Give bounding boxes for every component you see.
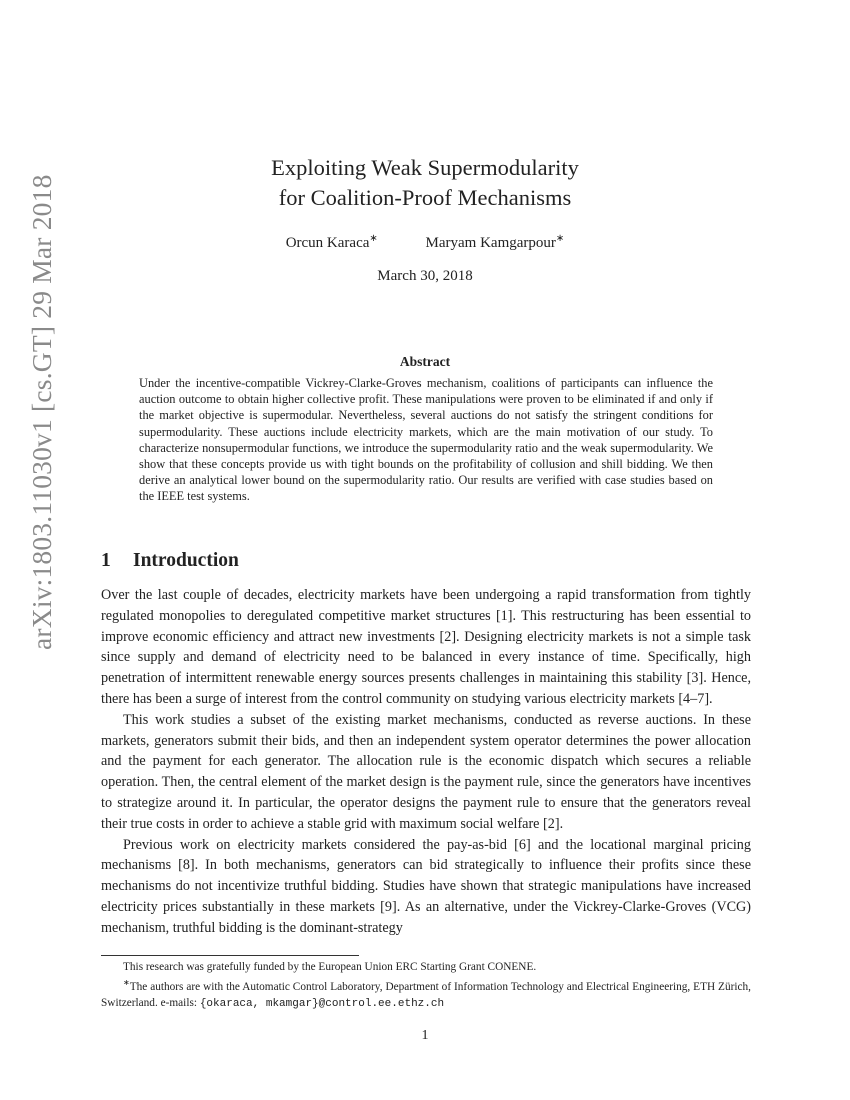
body-paragraph: Over the last couple of decades, electricity markets have been undergoing a rapid transformation from tightly regulated monopolies to deregulated competitive market structures [1]. This restructuring has been essential to improve economic efficiency and attract new investments [2]. Designing electricity markets is not a simple task since supply and demand of electricity need to be balanced in every instance of time. Specifically, high penetration of intermittent renewable energy sources presents challenges in maintaining this stability [3]. Hence, there has been a surge of interest from the control community on studying various electricity markets [4–7]. <box>101 587 751 707</box>
body-paragraph: Previous work on electricity markets considered the pay-as-bid [6] and the locational marginal pricing mechanisms [8]. In both mechanisms, generators can bid strategically to influence their profits since these mechanisms do not incentivize truthful bidding. Studies have shown that strategic manipulations have increased electricity prices substantially in these markets [9]. As an alternative, under the Vickrey-Clarke-Groves (VCG) mechanism, truthful bidding is the dominant-strategy <box>101 836 751 936</box>
author-mark: ∗ <box>555 233 565 244</box>
section-number: 1 <box>101 550 111 571</box>
abstract-heading: Abstract <box>399 354 451 369</box>
affiliation-footnote <box>101 975 751 1012</box>
section-title: Introduction <box>133 550 239 571</box>
author-mark: ∗ <box>369 233 378 244</box>
title-line-2: for Coalition-Proof Mechanisms <box>278 185 572 210</box>
paper-title <box>0 153 850 213</box>
paper-date: March 30, 2018 <box>377 268 473 284</box>
affiliation-text: The authors are with the Automatic Control Laboratory, Department of Information Technology and Electrical Engineering, ETH Zürich, Switzerland. e-mails: <box>101 980 751 1009</box>
author <box>286 233 378 252</box>
footnotes <box>101 959 751 1012</box>
funding-footnote: This research was gratefully funded by the European Union ERC Starting Grant CONENE. <box>123 961 537 973</box>
section-heading <box>101 550 239 572</box>
author-name: Maryam Kamgarpour <box>425 235 556 251</box>
affiliation-mark: ∗ <box>123 978 130 987</box>
author-list <box>0 233 850 252</box>
title-line-1: Exploiting Weak Supermodularity <box>271 155 579 180</box>
email-addresses: {okaraca, mkamgar}@control.ee.ethz.ch <box>199 997 445 1010</box>
page-number: 1 <box>421 1028 429 1043</box>
author <box>426 233 565 252</box>
footnote-divider <box>101 955 359 956</box>
author-name: Orcun Karaca <box>285 235 370 251</box>
section-body <box>101 585 751 939</box>
arxiv-side-stamp: arXiv:1803.11030v1 [cs.GT] 29 Mar 2018 <box>26 174 57 650</box>
body-paragraph: This work studies a subset of the existing market mechanisms, conducted as reverse auctions. In these markets, generators submit their bids, and then an independent system operator determines the power allocation and the payment for each generator. The allocation rule is the economic dispatch which secures a reliable operation. Then, the central element of the market design is the payment rule, since the generators have incentives to strategize around it. In particular, the operator designs the payment rule to ensure that the generators reveal their true costs in order to achieve a stable grid with maximum social welfare [2]. <box>101 711 751 832</box>
abstract-text: Under the incentive-compatible Vickrey-Clarke-Groves mechanism, coalitions of participants can influence the auction outcome to obtain higher collective profit. These manipulations were proven to be eliminated if and only if the market objective is supermodular. Nevertheless, several auctions do not satisfy the stringent conditions for supermodularity. These auctions include electricity markets, which are the main motivation of our study. To characterize nonsupermodular functions, we introduce the supermodularity ratio and the weak supermodularity. We show that these concepts provide us with tight bounds on the profitability of collusion and shill bidding. We then derive an analytical lower bound on the supermodularity ratio. Our results are verified with case studies based on the IEEE test systems. <box>139 376 713 504</box>
